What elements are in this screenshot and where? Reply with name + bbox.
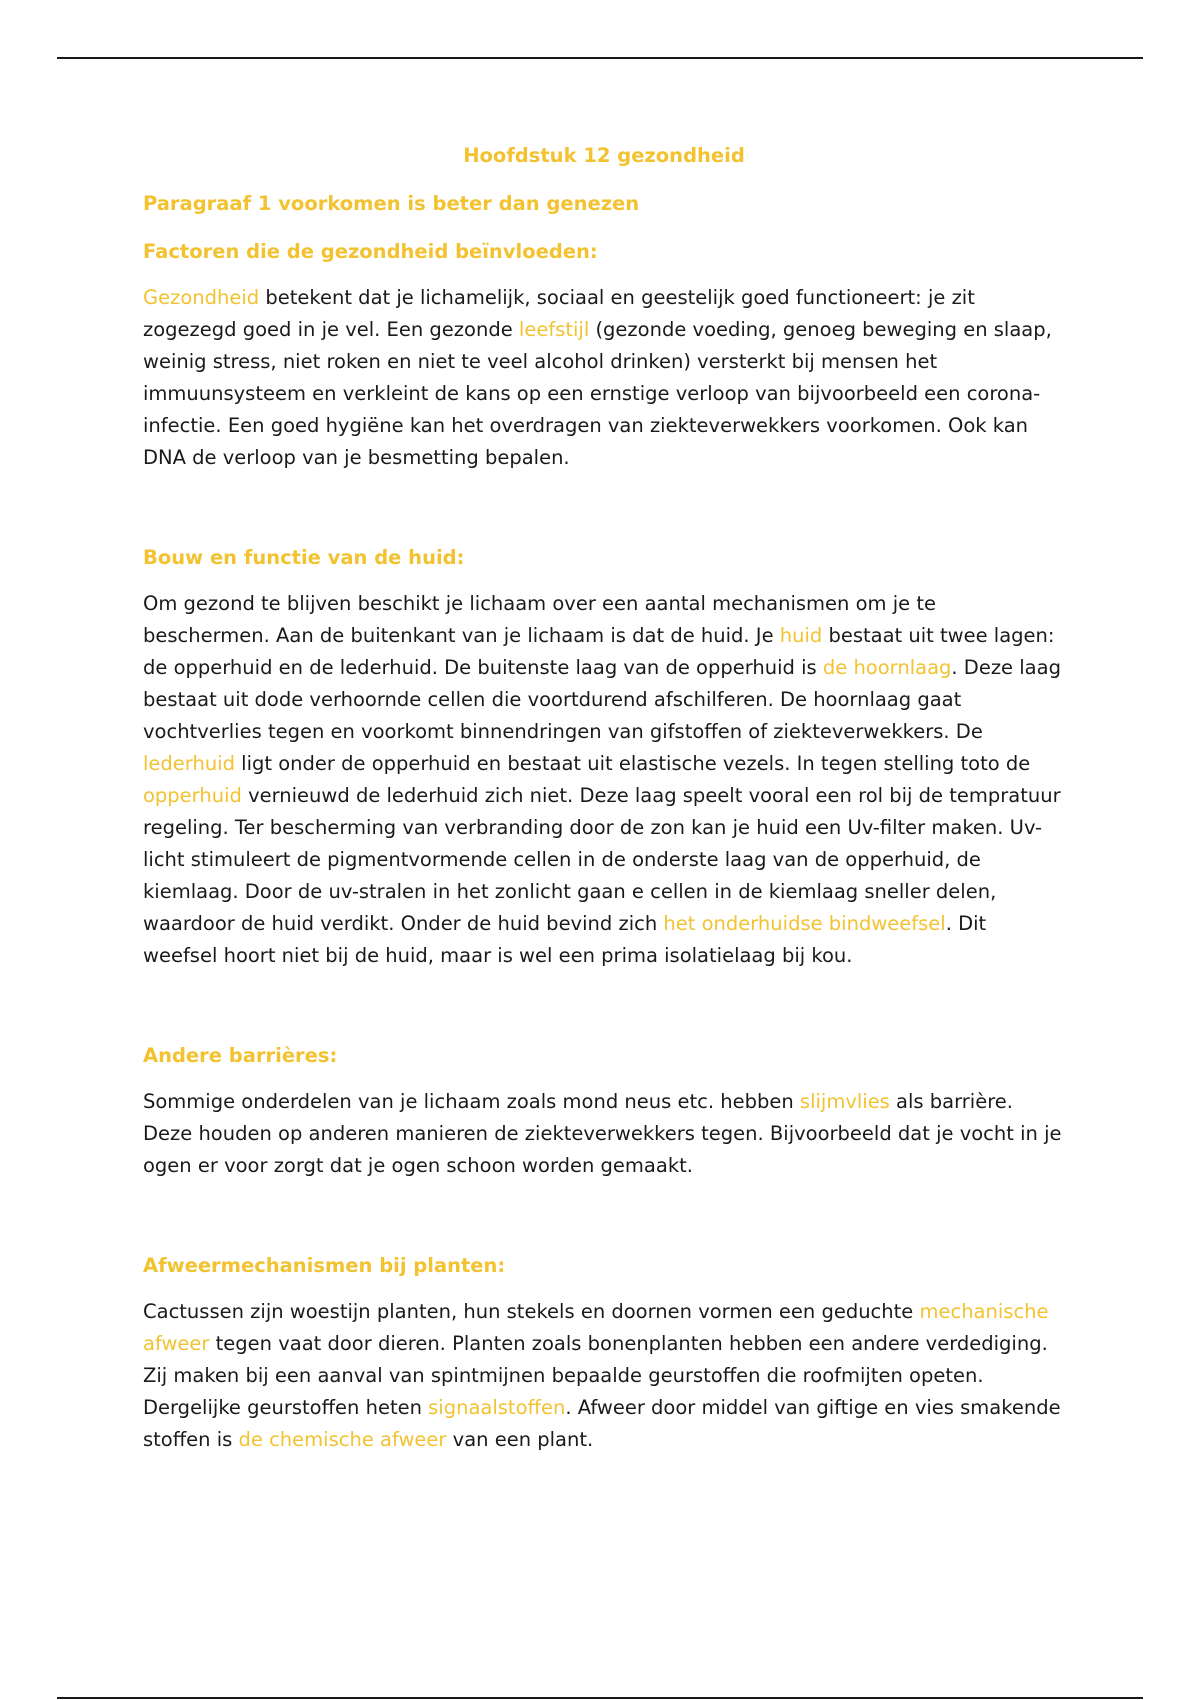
section-paragraph <box>143 1086 1065 1182</box>
section-huid <box>143 544 1065 972</box>
body-text: (gezonde voeding, genoeg beweging en slaap, weinig stress, niet roken en niet te veel alcohol drinken) versterkt bij mensen het immuunsysteem en verkleint de kans op een ernstige verloop van bijvoorbeeld een corona-infectie. Een goed hygiëne kan het overdragen van ziekteverwekkers voorkomen. Ook kan DNA de verloop van je besmetting bepalen. <box>143 318 1052 469</box>
highlighted-term: signaalstoffen <box>428 1396 566 1419</box>
highlighted-term: leefstijl <box>518 318 590 341</box>
bottom-rule <box>57 1697 1143 1699</box>
section-paragraph <box>143 588 1065 972</box>
top-rule <box>57 57 1143 59</box>
highlighted-term: lederhuid <box>143 752 235 775</box>
highlighted-term: het onderhuidse bindweefsel <box>663 912 946 935</box>
page-title: Hoofdstuk 12 gezondheid <box>463 144 745 167</box>
section-heading: Bouw en functie van de huid: <box>143 546 465 569</box>
section-heading: Factoren die de gezondheid beïnvloeden: <box>143 240 598 263</box>
highlighted-term: mechanische afweer <box>143 1300 1049 1355</box>
highlighted-term: opperhuid <box>143 784 242 807</box>
body-text: Om gezond te blijven beschikt je lichaam over een aantal mechanismen om je te beschermen. Aan de buitenkant van je lichaam is dat de huid. Je <box>143 592 936 647</box>
highlighted-term: huid <box>779 624 823 647</box>
highlighted-term: de chemische afweer <box>238 1428 447 1451</box>
body-text: tegen vaat door dieren. Planten zoals bonenplanten hebben een andere verdediging. Zij maken bij een aanval van spintmijnen bepaalde geurstoffen die roofmijten opeten. Dergelijke geurstoffen heten <box>143 1332 1048 1419</box>
body-text: betekent dat je lichamelijk, sociaal en geestelijk goed functioneert: je zit zogezegd goed in je vel. Een gezonde <box>143 286 975 341</box>
section-barrieres <box>143 1042 1065 1182</box>
section-heading: Afweermechanismen bij planten: <box>143 1254 506 1277</box>
section-factoren <box>143 238 1065 474</box>
paragraph-heading: Paragraaf 1 voorkomen is beter dan genezen <box>143 192 640 215</box>
section-paragraph <box>143 282 1065 474</box>
body-text: Sommige onderdelen van je lichaam zoals mond neus etc. hebben <box>143 1090 800 1113</box>
body-text: . Deze laag bestaat uit dode verhoornde cellen die voortdurend afschilferen. De hoornlaag gaat vochtverlies tegen en voorkomt binnendringen van gifstoffen of ziekteverwekkers. De <box>143 656 1061 743</box>
body-text: vernieuwd de lederhuid zich niet. Deze laag speelt vooral een rol bij de tempratuur regeling. Ter bescherming van verbranding door de zon kan je huid een Uv-filter maken. Uv-licht stimuleert de pigmentvormende cellen in de onderste laag van de opperhuid, de kiemlaag. Door de uv-stralen in het zonlicht gaan e cellen in de kiemlaag sneller delen, waardoor de huid verdikt. Onder de huid bevind zich <box>143 784 1061 935</box>
section-paragraph <box>143 1296 1065 1456</box>
body-text: van een plant. <box>446 1428 594 1451</box>
body-text: . Afweer door middel van giftige en vies smakende stoffen is <box>143 1396 1061 1451</box>
highlighted-term: slijmvlies <box>799 1090 890 1113</box>
body-text: . Dit weefsel hoort niet bij de huid, maar is wel een prima isolatielaag bij kou. <box>143 912 987 967</box>
body-text: ligt onder de opperhuid en bestaat uit elastische vezels. In tegen stelling toto de <box>234 752 1031 775</box>
document-body <box>143 142 1065 1456</box>
section-planten <box>143 1252 1065 1456</box>
body-text: bestaat uit twee lagen: de opperhuid en de lederhuid. De buitenste laag van de opperhuid is <box>143 624 1055 679</box>
highlighted-term: Gezondheid <box>143 286 260 309</box>
section-heading: Andere barrières: <box>143 1044 338 1067</box>
body-text: als barrière. Deze houden op anderen manieren de ziekteverwekkers tegen. Bijvoorbeeld dat je vocht in je ogen er voor zorgt dat je ogen schoon worden gemaakt. <box>143 1090 1062 1177</box>
body-text: Cactussen zijn woestijn planten, hun stekels en doornen vormen een geduchte <box>143 1300 920 1323</box>
highlighted-term: de hoornlaag <box>822 656 952 679</box>
